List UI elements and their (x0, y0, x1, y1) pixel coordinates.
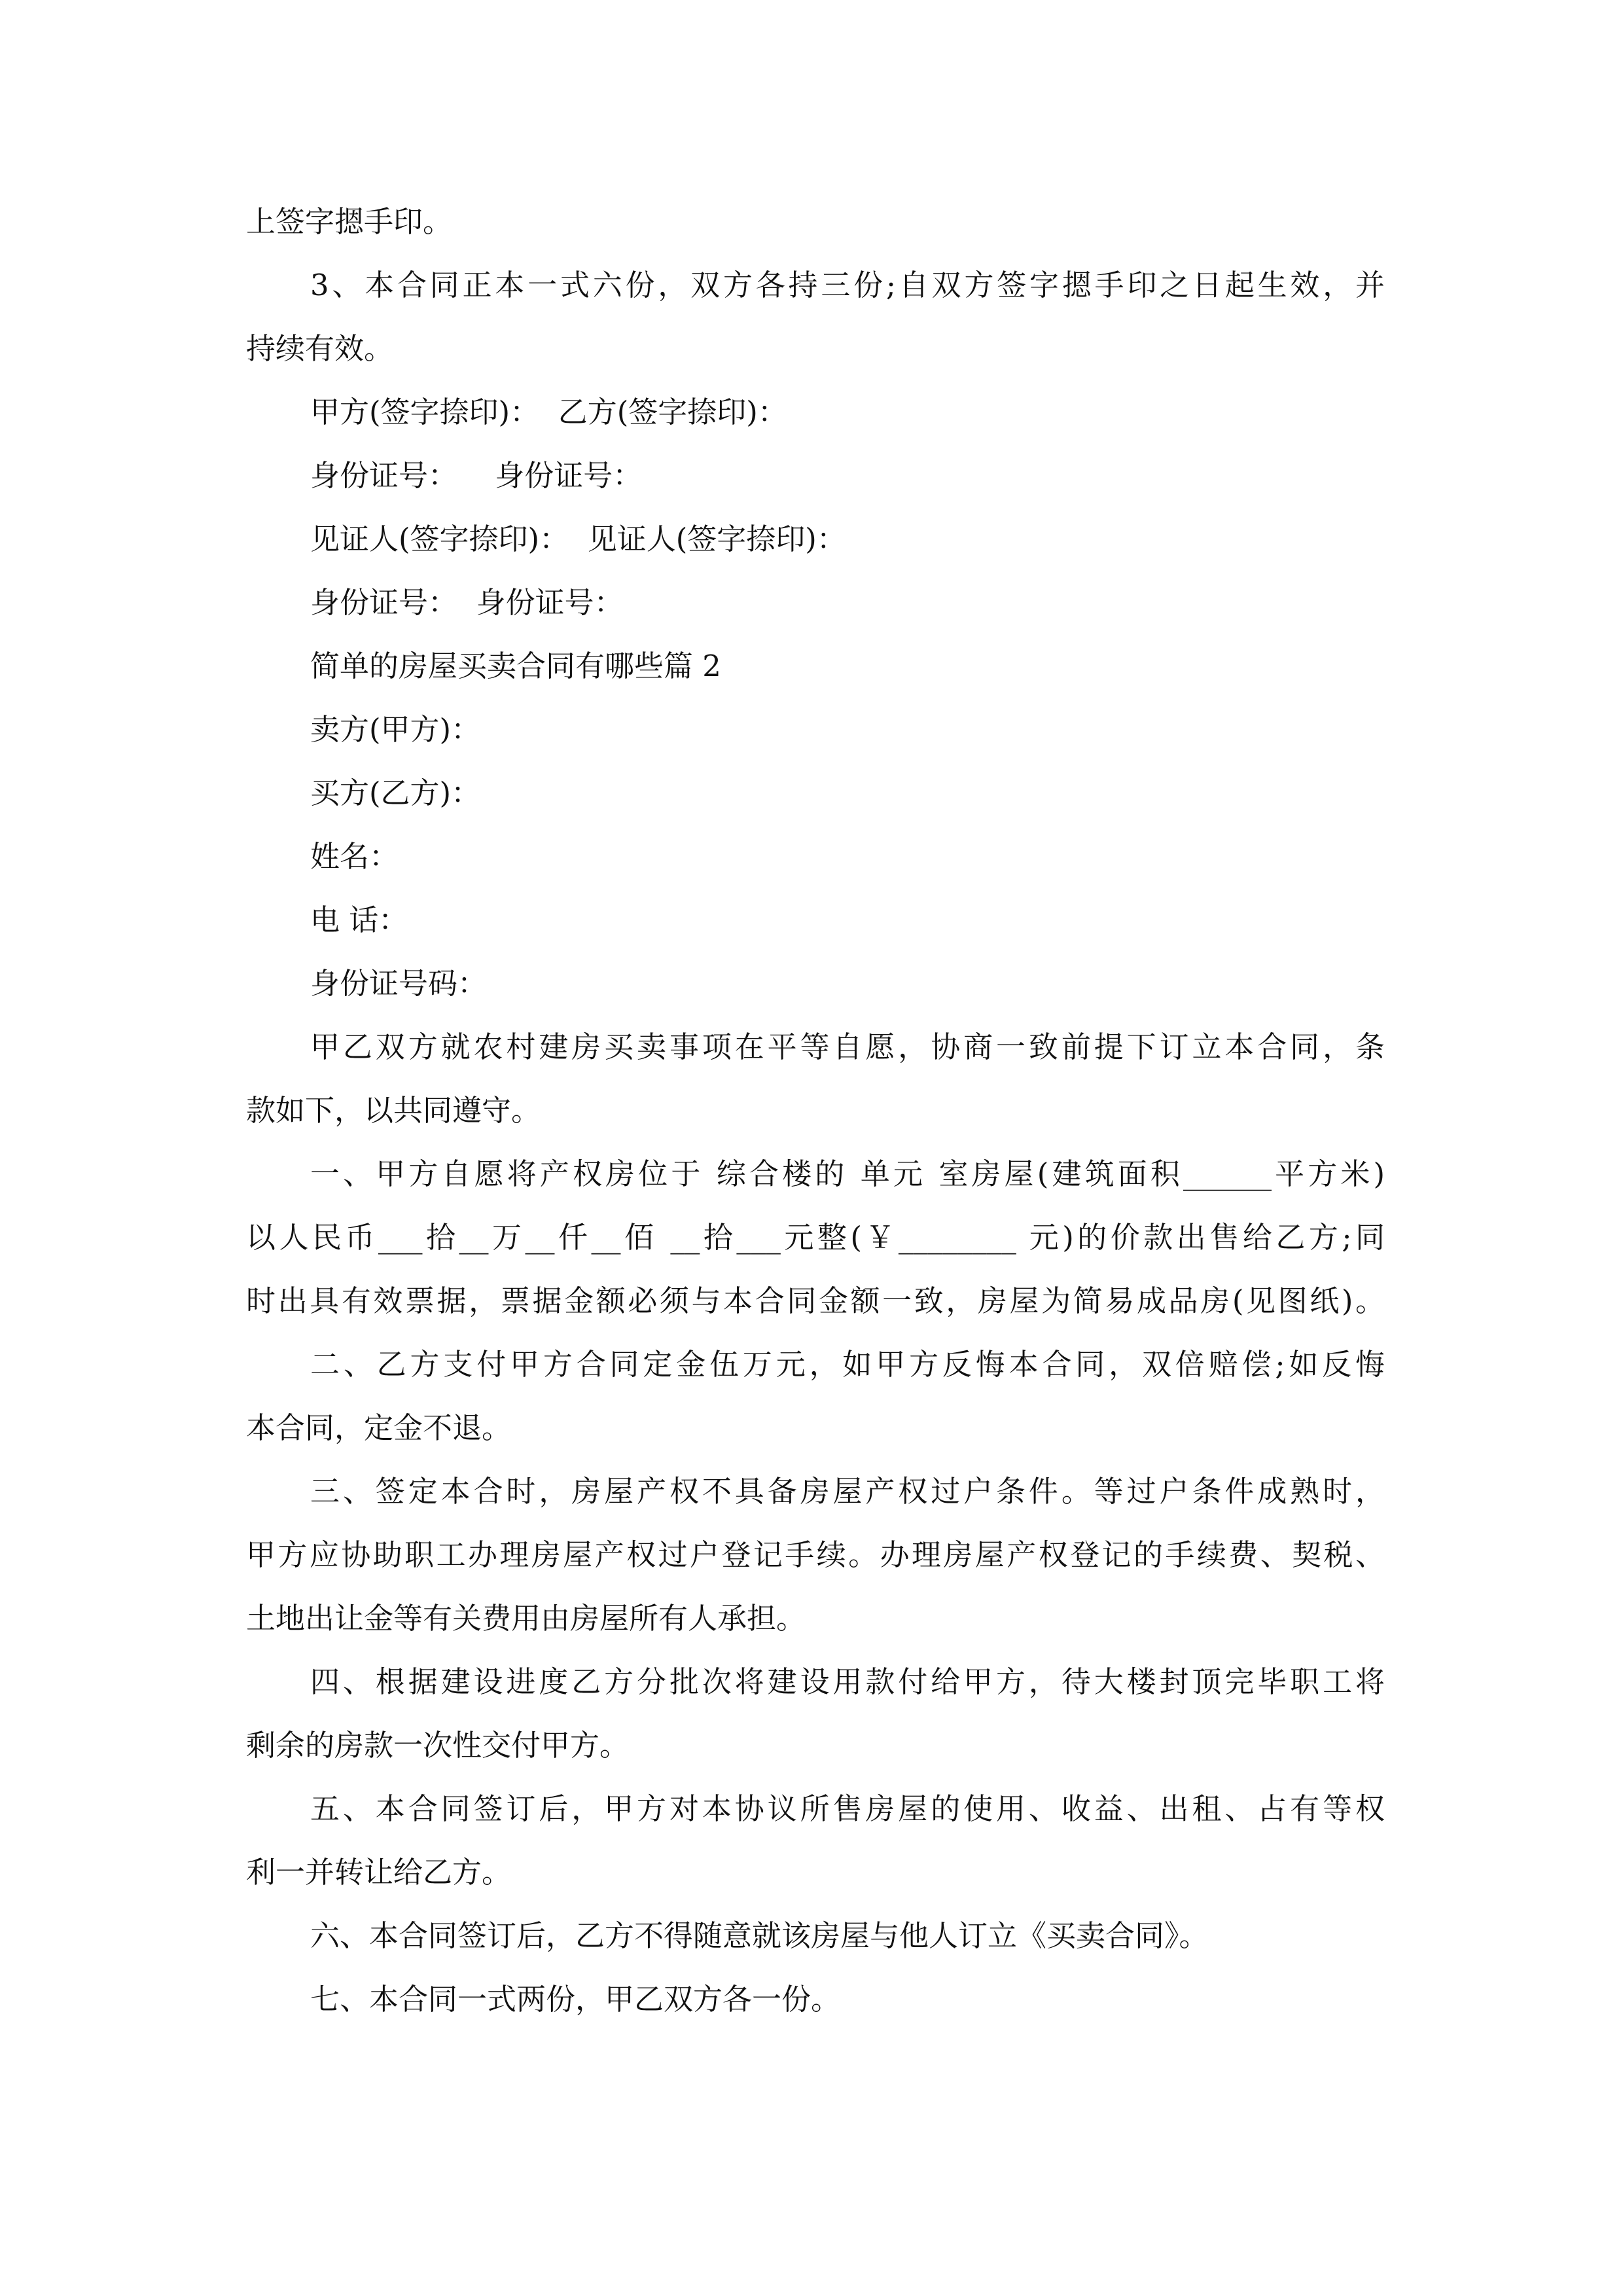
text-line: 甲乙双方就农村建房买卖事项在平等自愿，协商一致前提下订立本合同，条 (310, 1030, 1385, 1064)
text-line: 四、根据建设进度乙方分批次将建设用款付给甲方，待大楼封顶完毕职工将 (310, 1664, 1385, 1699)
text-line: 电 话： (310, 903, 408, 937)
text-line: 三、签定本合时，房屋产权不具备房屋产权过户条件。等过户条件成熟时， (310, 1474, 1385, 1509)
text-line: 六、本合同签订后，乙方不得随意就该房屋与他人订立《买卖合同》。 (310, 1918, 1209, 1953)
text-line: 姓名： (310, 839, 399, 874)
text-line: 土地出让金等有关费用由房屋所有人承担。 (246, 1601, 806, 1636)
text-line: 款如下，以共同遵守。 (246, 1093, 541, 1128)
text-line: 卖方(甲方)： (310, 712, 481, 747)
text-line: 利一并转让给乙方。 (246, 1855, 512, 1890)
text-line: 见证人(签字捺印)： 见证人(签字捺印)： (310, 522, 846, 556)
text-line: 本合同，定金不退。 (246, 1410, 512, 1445)
text-line: 五、本合同签订后，甲方对本协议所售房屋的使用、收益、出租、占有等权 (310, 1791, 1385, 1826)
text-line: 上签字摁手印。 (246, 204, 453, 239)
text-line: 甲方应协助职工办理房屋产权过户登记手续。办理房屋产权登记的手续费、契税、 (246, 1537, 1385, 1572)
text-line: 二、乙方支付甲方合同定金伍万元，如甲方反悔本合同，双倍赔偿;如反悔 (310, 1347, 1385, 1382)
text-line: 身份证号： 身份证号： (310, 458, 643, 493)
text-line: 买方(乙方)： (310, 776, 481, 810)
document-body (246, 190, 1385, 2031)
text-line: 甲方(签字捺印)： 乙方(签字捺印)： (310, 395, 787, 429)
text-line: 简单的房屋买卖合同有哪些篇 2 (310, 649, 721, 683)
text-line: 七、本合同一式两份，甲乙双方各一份。 (310, 1982, 841, 2017)
text-line: 剩余的房款一次性交付甲方。 (246, 1728, 630, 1763)
text-line: 一、甲方自愿将产权房位于 综合楼的 单元 室房屋(建筑面积______平方米) (310, 1157, 1385, 1191)
text-line: 身份证号码： (310, 966, 488, 1001)
text-line: 3、本合同正本一式六份，双方各持三份;自双方签字摁手印之日起生效，并 (310, 268, 1385, 302)
text-line: 持续有效。 (246, 331, 394, 366)
text-line: 时出具有效票据，票据金额必须与本合同金额一致，房屋为简易成品房(见图纸)。 (246, 1283, 1385, 1318)
text-line: 以人民币___拾__万__仟__佰 __拾___元整(￥________ 元)的价款出售给乙方;同 (246, 1220, 1385, 1255)
text-line: 身份证号： 身份证号： (310, 585, 624, 620)
